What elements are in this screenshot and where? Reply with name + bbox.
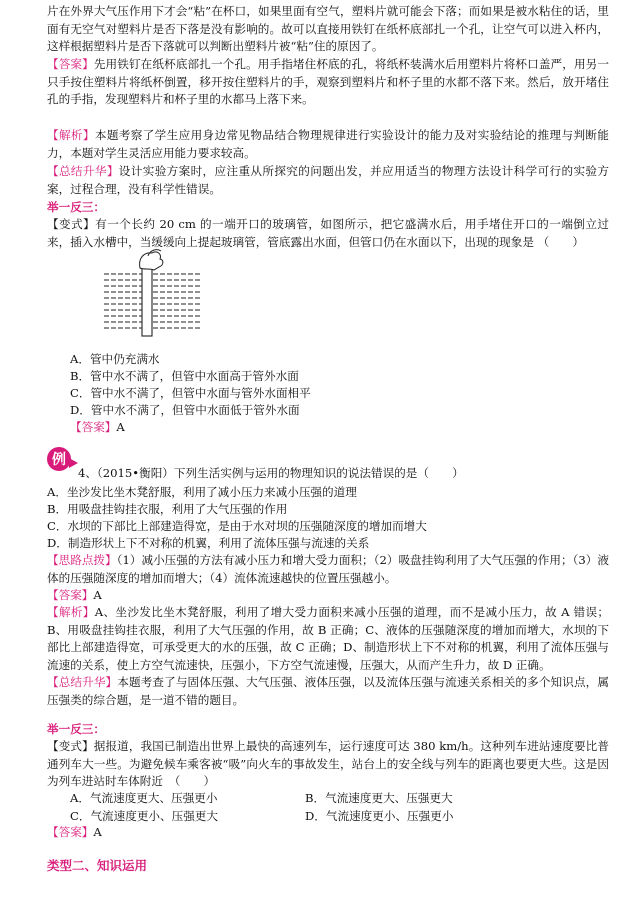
analysis-text: 本题考察了学生应用身边常见物品结合物理规律进行实验设计的能力及对实验结论的推理与判断能力，本题对学生灵活应用能力要求较高。 xyxy=(47,128,609,160)
example-analysis xyxy=(47,604,609,674)
answer-value: A xyxy=(93,588,102,602)
answer-tag: 【答案】 xyxy=(47,825,94,839)
option-c: C．管中水不满了，但管中水面与管外水面相平 xyxy=(70,386,311,400)
practice2-answer xyxy=(47,824,609,842)
answer-value: A xyxy=(93,825,102,839)
option-c: C．气流速度更小、压强更大 xyxy=(70,808,218,823)
summary-tag: 【总结升华】 xyxy=(47,164,119,178)
summary-tag: 【总结升华】 xyxy=(47,675,118,689)
option-d: D．气流速度更小、压强更小 xyxy=(305,808,454,823)
answer-text: 先用铁钉在纸杯底部扎一个孔。用手指堵住杯底的孔，将纸杯装满水后用塑料片将杯口盖严，用另一只手按住塑料片将纸杯倒置，移开按住塑料片的手，观察到塑料片和杯子里的水都不落下来。然后，放开堵住孔的手指，发现塑料片和杯子里的水都马上落下来。 xyxy=(47,57,609,106)
intro-analysis xyxy=(47,127,609,162)
answer-value: A xyxy=(116,420,125,434)
example-answer xyxy=(47,587,609,605)
example-summary xyxy=(47,674,609,709)
answer-tag: 【答案】 xyxy=(47,57,94,71)
option-d: D．管中水不满了，但管中水面低于管外水面 xyxy=(70,403,300,417)
answer-tag: 【答案】 xyxy=(47,588,94,602)
intro-summary xyxy=(47,163,609,198)
practice-question xyxy=(47,216,609,251)
section-title: 类型二、知识运用 xyxy=(47,858,148,873)
example-question: 4、（2015•衡阳）下列生活实例与运用的物理知识的说法错误的是（ ） xyxy=(78,466,464,480)
example-option-c: C．水坝的下部比上部建造得宽，是由于水对坝的压强随深度的增加而增大 xyxy=(47,519,427,533)
variant-tag: 【变式】 xyxy=(47,217,96,231)
intro-paragraph: 片在外界大气压作用下才会“粘”在杯口，如果里面有空气，塑料片就可能会下落；而如果是被水粘住的话，里面有无空气对塑料片是否下落是没有影响的。故可以直接用铁钉在纸杯底部扎一个孔，让空气可以进入杯内，这样根据塑料片是否下落就可以判断出塑料片被“粘”住的原因了。 xyxy=(47,4,609,53)
option-a: A．气流速度更大、压强更小 xyxy=(70,791,218,805)
options-row xyxy=(70,790,610,808)
options-row xyxy=(70,808,610,826)
analysis-text: A、坐沙发比坐木凳舒服，利用了增大受力面积来减小压强的道理，而不是减小压力，故 A 错误；B、用吸盘挂钩挂衣服，利用了大气压强的作用，故 B 正确；C、液体的压强随深度的增加而增大，水坝的下部比上部建造得宽，可承受更大的水的压强，故 C 正确；D、制造形状上下不对称的机翼，利用了流体压强与流速的关系，使上方空气流速快，压强小，下方空气流速慢，压强大，从而产生升力，故 D 正确。 xyxy=(47,605,609,672)
practice2-question xyxy=(47,738,609,791)
analysis-tag: 【解析】 xyxy=(47,128,95,142)
intro-answer xyxy=(47,56,609,109)
glass-tube-figure xyxy=(104,248,204,342)
option-b: B．管中水不满了，但管中水面高于管外水面 xyxy=(70,369,299,383)
practice-answer xyxy=(70,419,590,437)
example-option-b: B．用吸盘挂钩挂衣服，利用了大气压强的作用 xyxy=(47,502,288,516)
variant-question: 据报道，我国已制造出世界上最快的高速列车，运行速度可达 380 km/h。这种列车进站速度要比普通列车大一些。为避免候车乘客被“吸”向火车的事故发生，站台上的安全线与列车的距离也要更大些。这是因为列车进站时车体附近 （ ） xyxy=(47,739,609,788)
analysis-tag: 【解析】 xyxy=(47,605,95,619)
option-b: B．气流速度更大、压强更大 xyxy=(305,791,453,805)
hint-text: （1）减小压强的方法有减小压力和增大受力面积；（2）吸盘挂钩利用了大气压强的作用；（3）液体的压强随深度的增加而增大；（4）流体流速越快的位置压强越小。 xyxy=(47,553,609,585)
summary-text: 设计实验方案时，应注重从所探究的问题出发，并应用适当的物理方法设计科学可行的实验方案，过程合理，没有科学性错误。 xyxy=(47,164,609,196)
answer-tag: 【答案】 xyxy=(70,420,117,434)
variant-question: 有一个长约 20 cm 的一端开口的玻璃管，如图所示，把它盛满水后，用手堵住开口的一端倒立过来，插入水槽中，当缓缓向上提起玻璃管，管底露出水面，但管口仍在水面以下，出现的现象是 （ ） xyxy=(47,217,609,249)
hint-tag: 【思路点拨】 xyxy=(47,553,117,567)
glass-tube-diagram xyxy=(104,248,204,338)
summary-text: 本题考查了与固体压强、大气压强、液体压强，以及流体压强与流速关系相关的多个知识点，属压强类的综合题，是一道不错的题目。 xyxy=(47,675,609,707)
practice2-options xyxy=(70,790,610,825)
practice2-heading: 举一反三： xyxy=(47,722,105,736)
example-option-a: A．坐沙发比坐木凳舒服，利用了减小压力来减小压强的道理 xyxy=(47,485,357,499)
example-hint xyxy=(47,552,609,587)
example-option-d: D．制造形状上下不对称的机翼，利用了流体压强与流速的关系 xyxy=(47,536,370,550)
example-badge: 例 xyxy=(47,447,71,471)
option-a: A．管中仍充满水 xyxy=(70,352,160,366)
practice-heading: 举一反三： xyxy=(47,200,105,214)
variant-tag: 【变式】 xyxy=(47,739,94,753)
